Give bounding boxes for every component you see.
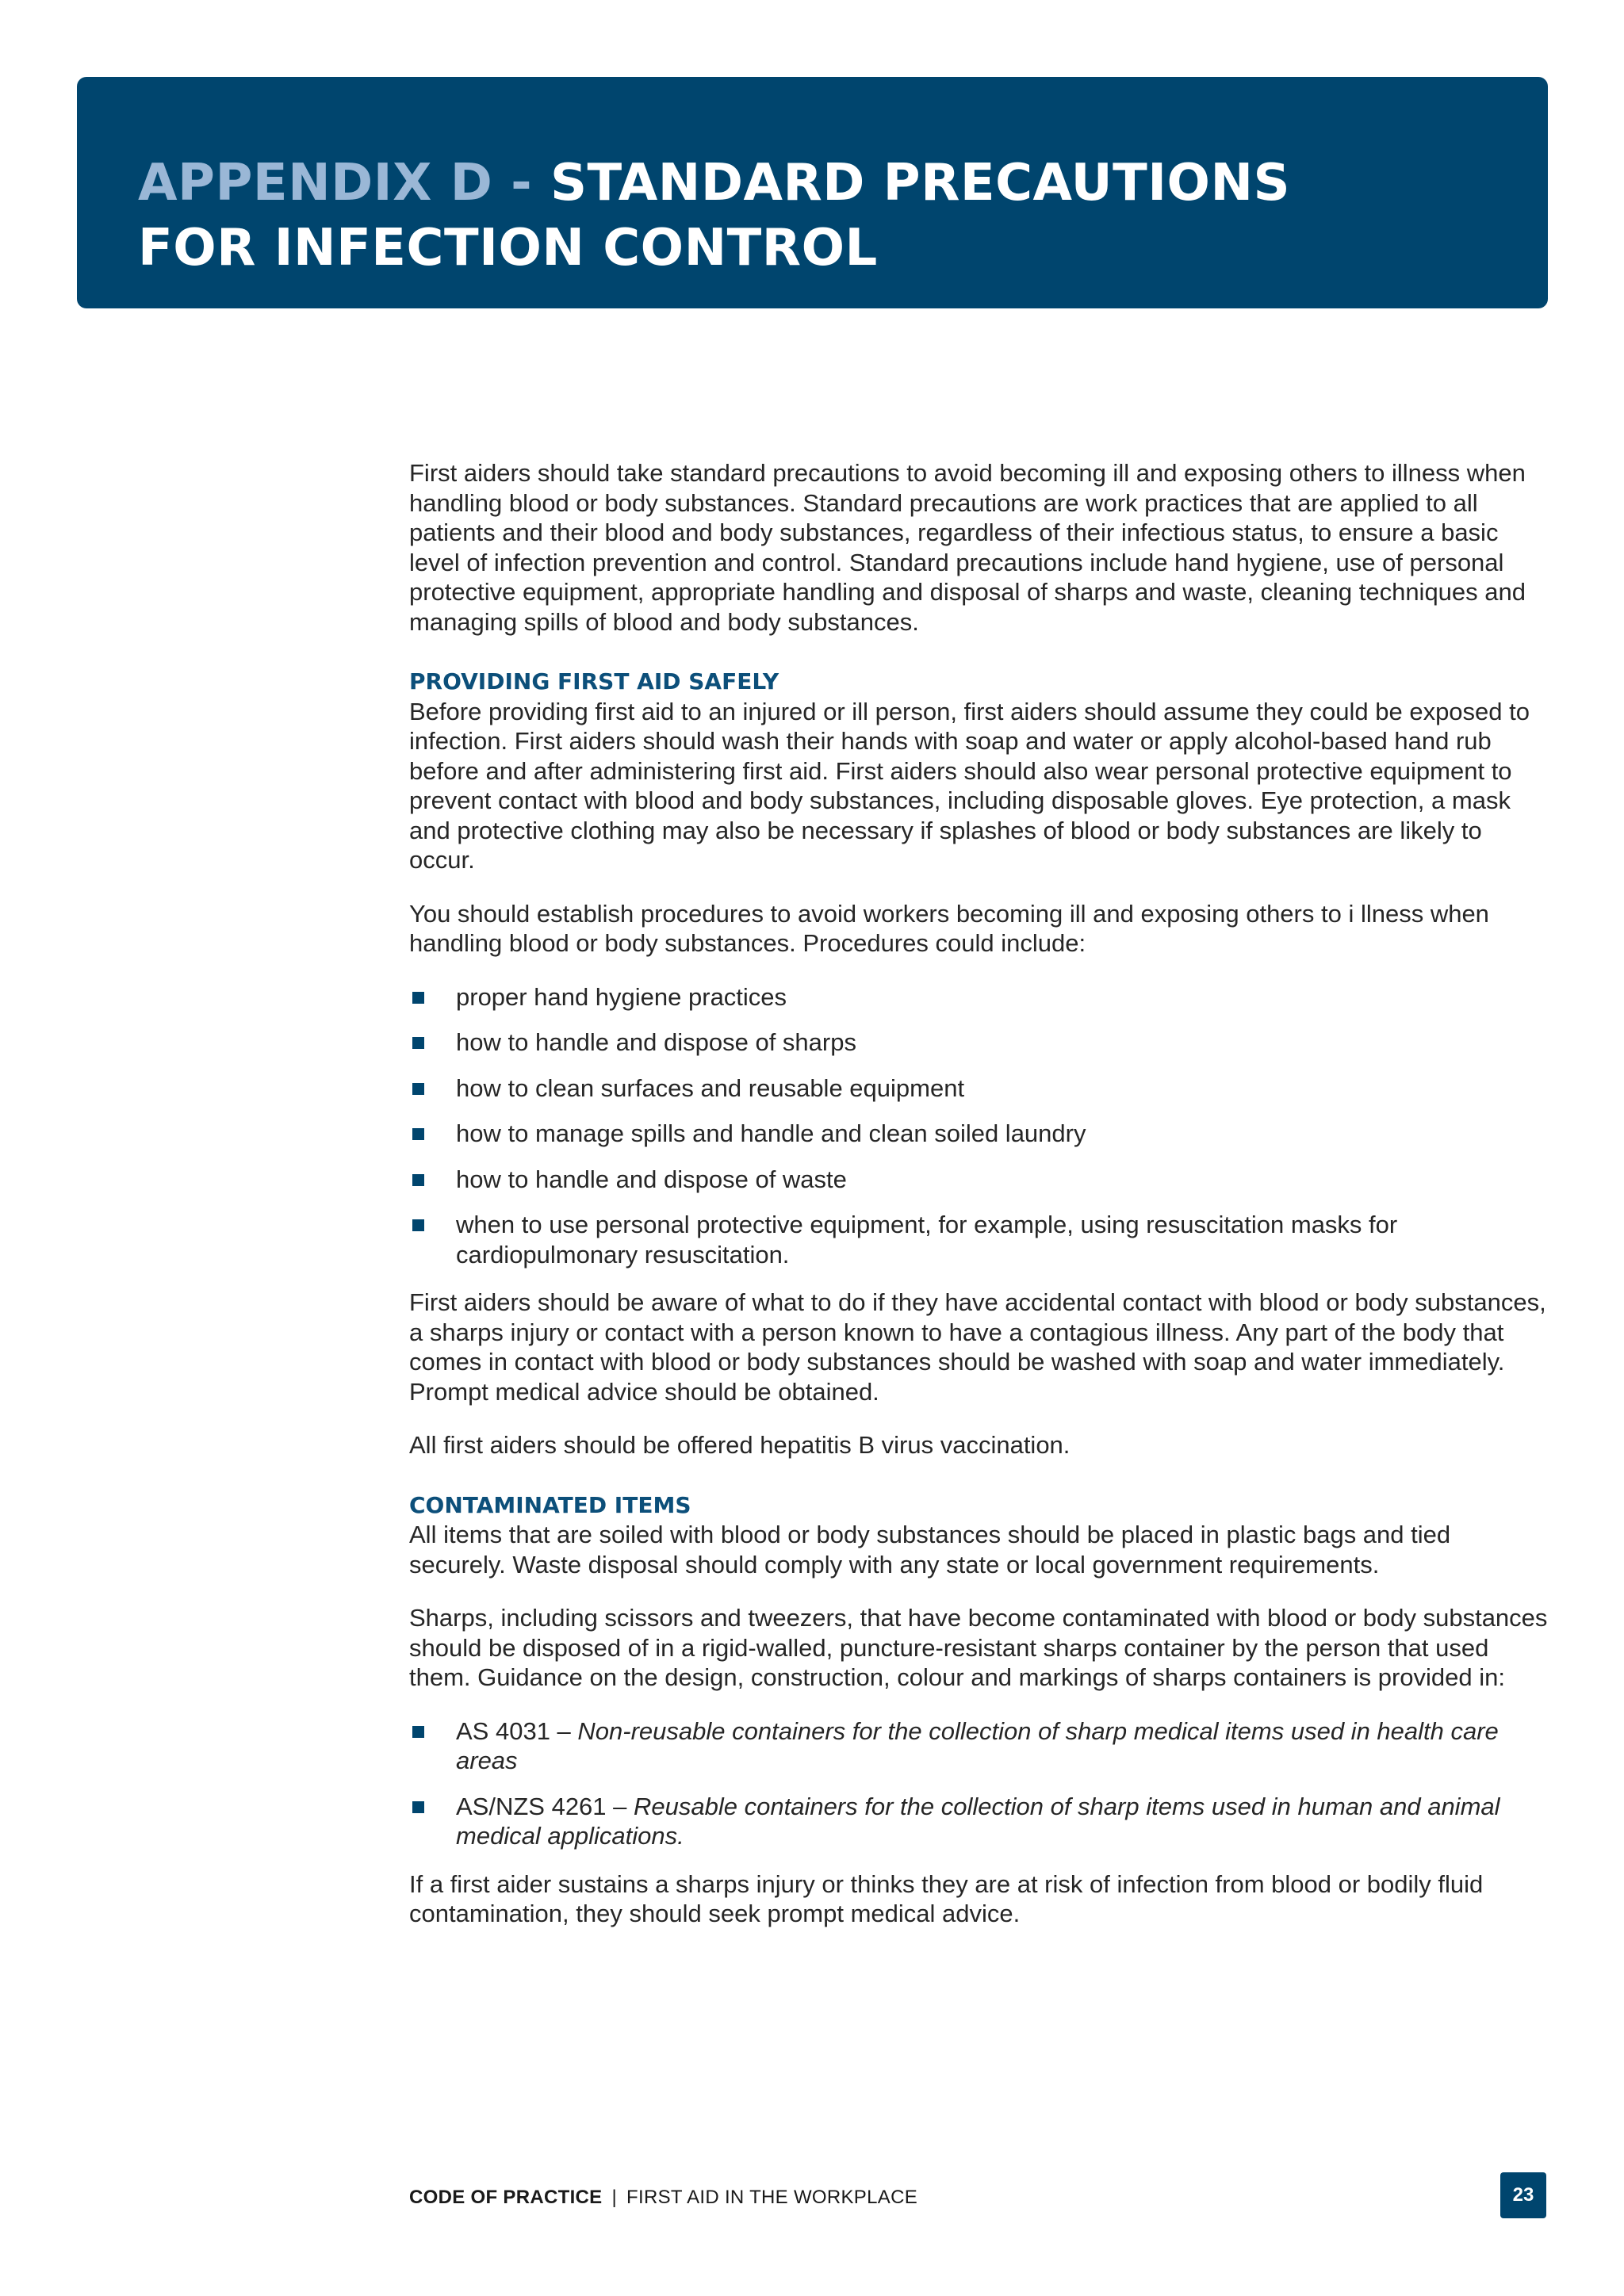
section-heading-first-aid-safely: PROVIDING FIRST AID SAFELY [409, 668, 779, 695]
bullet-square-icon [412, 1219, 424, 1231]
list-item-text: how to manage spills and handle and clean soiled laundry [456, 1119, 1086, 1147]
intro-paragraph: First aiders should take standard precautions to avoid becoming ill and exposing others to illness when handling blood or body substances. Standard precautions are work practices that are applied to all patients and their blood and body substances, regardless of their infectious status, to ensure a basic level of infection prevention and control. Standard precautions include hand hygiene, use of personal protective equipment, appropriate handling and disposal of sharps and waste, cleaning techniques and managing spills of blood and body substances. [409, 459, 1526, 636]
procedures-list [409, 982, 1551, 1270]
list-item [409, 1073, 1551, 1104]
paragraph: All items that are soiled with blood or body substances should be placed in plastic bags and tied securely. Waste disposal should comply with any state or local government requirements. [409, 1521, 1451, 1578]
standard-code: AS 4031 – [456, 1716, 578, 1745]
title-line1: STANDARD PRECAUTIONS [550, 154, 1291, 212]
list-item [409, 982, 1551, 1012]
list-item [409, 1792, 1551, 1851]
standard-code: AS/NZS 4261 – [456, 1792, 634, 1820]
standard-title: Reusable containers for the collection of sharp items used in human and animal medical applications. [456, 1792, 1500, 1850]
bullet-square-icon [412, 1801, 424, 1813]
list-item-text: proper hand hygiene practices [456, 982, 787, 1011]
paragraph: First aiders should be aware of what to do if they have accidental contact with blood or body substances, a sharps injury or contact with a person known to have a contagious illness. Any part of the body that comes in contact with blood or body substances should be washed with soap and water immediately. Prompt medical advice should be obtained. [409, 1288, 1546, 1406]
page-number: 23 [1500, 2172, 1546, 2218]
list-item-text: how to handle and dispose of sharps [456, 1028, 856, 1056]
paragraph: Sharps, including scissors and tweezers, that have become contaminated with blood or body substances should be disposed of in a rigid-walled, puncture-resistant sharps container by the person that used them. Guidance on the design, construction, colour and markings of sharps containers is provided in: [409, 1604, 1548, 1691]
bullet-square-icon [412, 1083, 424, 1095]
list-item-text: how to handle and dispose of waste [456, 1165, 847, 1193]
list-item [409, 1716, 1551, 1776]
paragraph: Before providing first aid to an injured or ill person, first aiders should assume they could be exposed to infection. First aiders should wash their hands with soap and water or apply alcohol-based hand rub before and after administering first aid. First aiders should also wear personal protective equipment to prevent contact with blood and body substances, including disposable gloves. Eye protection, a mask and protective clothing may also be necessary if splashes of blood or body substances are likely to occur. [409, 697, 1530, 874]
bullet-square-icon [412, 1037, 424, 1049]
bullet-square-icon [412, 1174, 424, 1186]
list-item [409, 1027, 1551, 1058]
footer-doc-title: FIRST AID IN THE WORKPLACE [626, 2187, 918, 2208]
list-item [409, 1165, 1551, 1195]
standards-list [409, 1716, 1551, 1851]
title-appendix-label: APPENDIX D - [138, 154, 533, 212]
standard-title: Non-reusable containers for the collection of sharp medical items used in health care areas [456, 1716, 1499, 1774]
list-item-text: how to clean surfaces and reusable equipment [456, 1073, 965, 1102]
list-item [409, 1210, 1551, 1269]
footer-doc-type: CODE OF PRACTICE [409, 2187, 603, 2208]
paragraph: If a first aider sustains a sharps injury or thinks they are at risk of infection from blood or bodily fluid contamination, they should seek prompt medical advice. [409, 1869, 1484, 1927]
section-heading-contaminated-items: CONTAMINATED ITEMS [409, 1491, 691, 1518]
bullet-square-icon [412, 1128, 424, 1140]
page-footer [409, 2187, 917, 2209]
list-item [409, 1119, 1551, 1149]
body-content [409, 458, 1551, 1953]
bullet-square-icon [412, 992, 424, 1004]
footer-separator: | [611, 2187, 618, 2208]
paragraph: All first aiders should be offered hepatitis B virus vaccination. [409, 1431, 1071, 1459]
paragraph: You should establish procedures to avoid workers becoming ill and exposing others to i llness when handling blood or body substances. Procedures could include: [409, 899, 1489, 957]
title-line2: FOR INFECTION CONTROL [138, 219, 878, 277]
bullet-square-icon [412, 1726, 424, 1738]
list-item-text: when to use personal protective equipment, for example, using resuscitation masks for cardiopulmonary resuscitation. [456, 1211, 1398, 1269]
page-title [138, 151, 1290, 281]
